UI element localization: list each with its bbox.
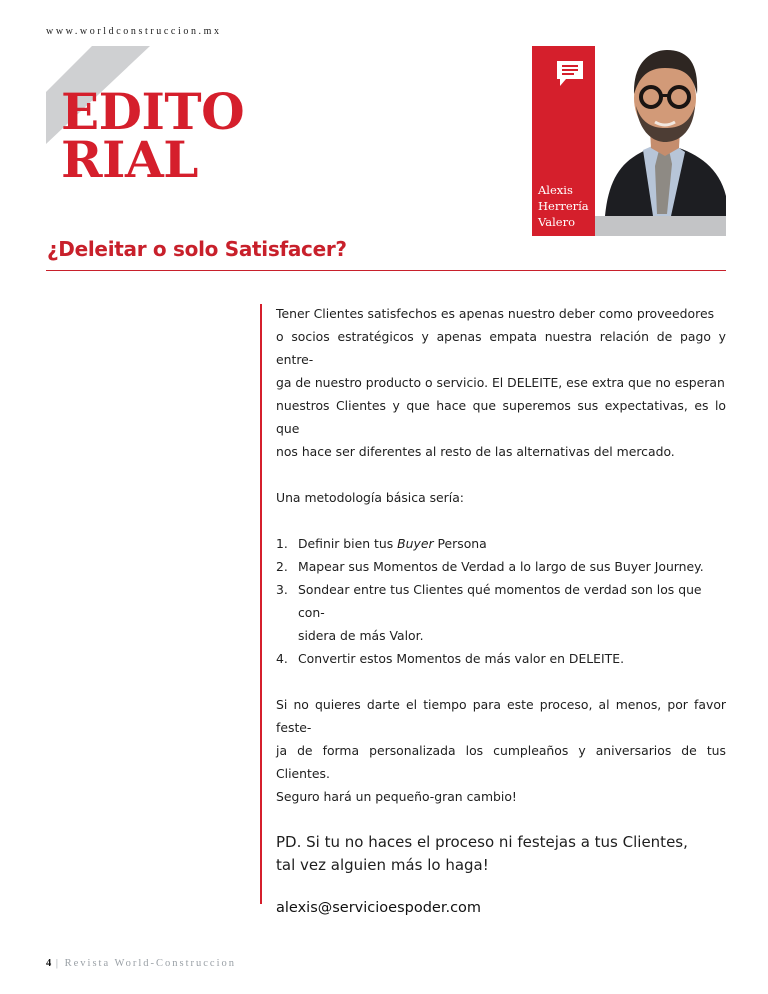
- list-item: [276, 578, 726, 647]
- step-number: 1.: [276, 536, 288, 551]
- step-text: Definir bien tus Buyer Persona: [298, 536, 487, 551]
- text-line: nos hace ser diferentes al resto de las alternativas del mercado.: [276, 444, 675, 459]
- section-title-line-2: RIAL: [61, 130, 198, 189]
- section-title-line-1: EDITO: [61, 82, 245, 141]
- footer-separator: |: [55, 958, 60, 969]
- author-name-line: Alexis: [538, 183, 573, 197]
- ps-line: PD. Si tu no haces el proceso ni festejas a tus Clientes,: [276, 833, 688, 851]
- text-line: Seguro hará un pequeño-gran cambio!: [276, 789, 517, 804]
- author-email-link[interactable]: alexis@servicioespoder.com: [276, 900, 482, 916]
- text-line: o socios estratégicos y apenas empata nuestra relación de pago y entre-: [276, 329, 726, 367]
- site-url[interactable]: www.worldconstruccion.mx: [46, 26, 222, 37]
- ps-line: tal vez alguien más lo haga!: [276, 856, 489, 874]
- author-card: [532, 46, 726, 236]
- postscript: [276, 831, 726, 877]
- author-name-line: Herrería: [538, 199, 589, 213]
- section-title: [61, 82, 245, 189]
- page-number: 4: [46, 958, 52, 969]
- step-text: Mapear sus Momentos de Verdad a lo largo de sus Buyer Journey.: [298, 559, 704, 574]
- step-number: 4.: [276, 651, 288, 666]
- text-line: nuestros Clientes y que hace que superemos sus expectativas, es lo que: [276, 398, 726, 436]
- article-body: [276, 302, 726, 916]
- list-item: [276, 647, 726, 670]
- author-name-line: Valero: [538, 215, 576, 229]
- step-number: 3.: [276, 582, 288, 597]
- text-line: Si no quieres darte el tiempo para este proceso, al menos, por favor feste-: [276, 697, 726, 735]
- closing-paragraph: [276, 693, 726, 808]
- intro-paragraph: [276, 302, 726, 463]
- headline-divider: [46, 270, 726, 271]
- text-line: Tener Clientes satisfechos es apenas nuestro deber como proveedores: [276, 306, 715, 321]
- column-divider: [260, 304, 262, 904]
- step-text: Convertir estos Momentos de más valor en DELEITE.: [298, 651, 625, 666]
- text-line: ja de forma personalizada los cumpleaños y aniversarios de tus Clientes.: [276, 743, 726, 781]
- text-line: ga de nuestro producto o servicio. El DELEITE, ese extra que no esperan: [276, 375, 725, 390]
- method-steps: [276, 532, 726, 670]
- page-footer: [46, 958, 236, 969]
- author-name: [538, 182, 598, 230]
- article-headline: ¿Deleitar o solo Satisfacer?: [47, 237, 347, 261]
- publication-name: Revista World-Construccion: [64, 958, 237, 969]
- author-portrait: [595, 46, 726, 216]
- speech-bubble-icon: [555, 59, 585, 89]
- step-number: 2.: [276, 559, 288, 574]
- list-item: [276, 555, 726, 578]
- method-intro: Una metodología básica sería:: [276, 490, 464, 505]
- author-grey-band: [595, 216, 726, 236]
- list-item: [276, 532, 726, 555]
- step-text: Sondear entre tus Clientes qué momentos de verdad son los que con- sidera de más Valor.: [298, 582, 702, 643]
